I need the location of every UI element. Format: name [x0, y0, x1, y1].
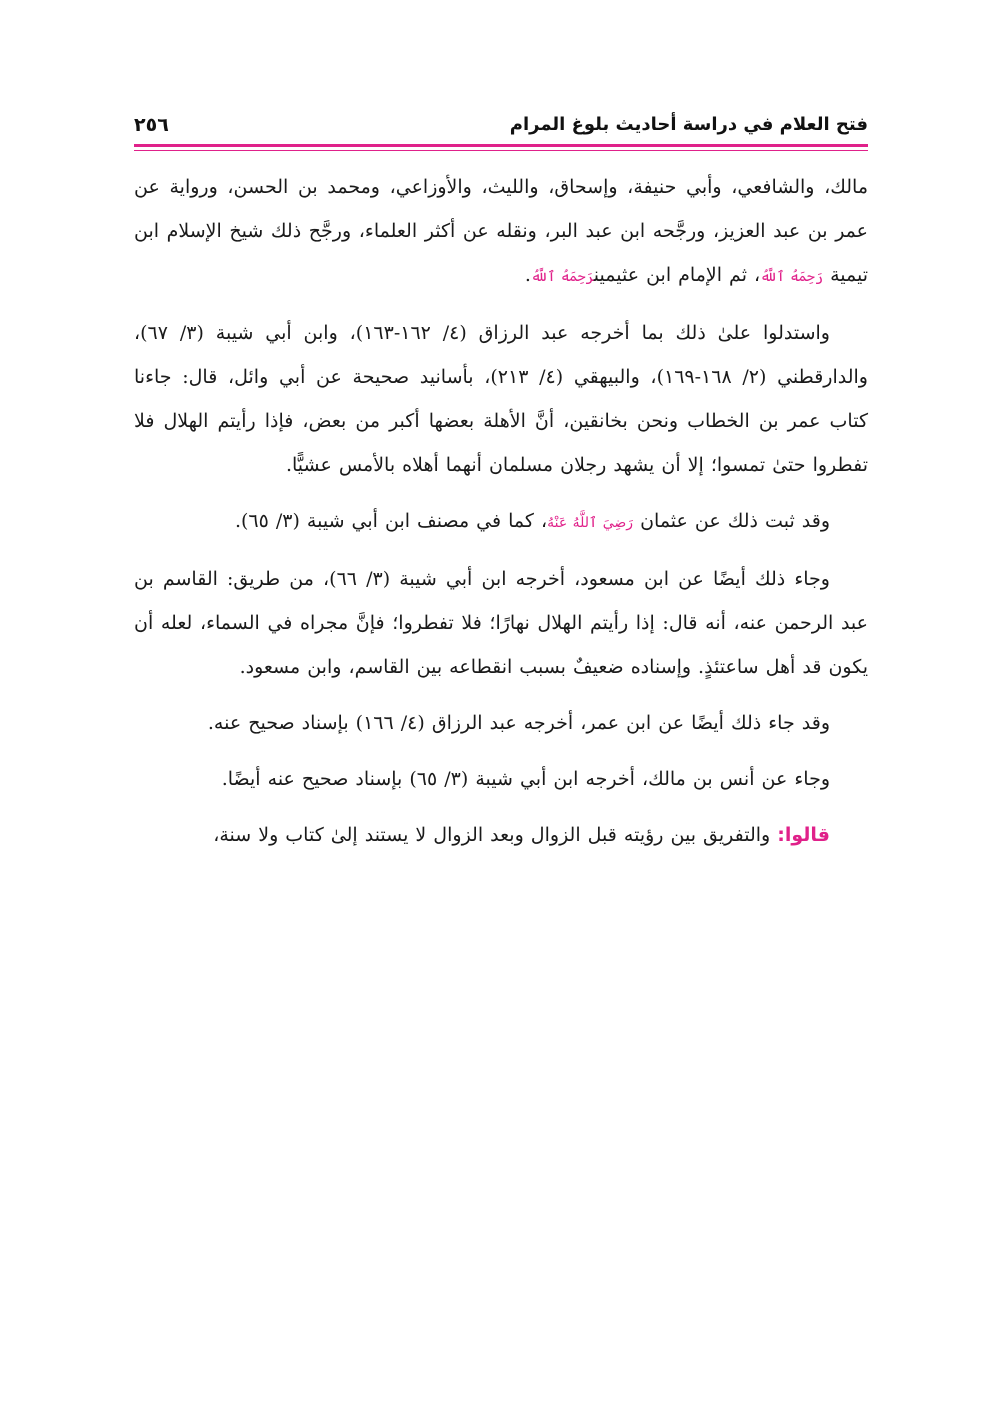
paragraph-3-text-b: ، كما في مصنف ابن أبي شيبة (٣/ ٦٥).: [234, 510, 548, 532]
honorific-rahimahullah-1: رَحِمَهُ ٱللَّهُ: [760, 269, 824, 285]
paragraph-3-text-a: وقد ثبت ذلك عن عثمان: [633, 510, 830, 532]
paragraph-1-text-c: .: [524, 264, 531, 286]
paragraph-6: وجاء عن أنس بن مالك، أخرجه ابن أبي شيبة (٣/ ٦٥) بإسناد صحيح عنه أيضًا.: [221, 768, 830, 790]
header-rule-thick: [134, 144, 868, 147]
paragraph-1: [134, 165, 868, 299]
book-title: فتح العلام في دراسة أحاديث بلوغ المرام: [509, 114, 868, 135]
paragraph-7: [134, 813, 868, 857]
paragraph-7-text: والتفريق بين رؤيته قبل الزوال وبعد الزوال لا يستند إلىٰ كتاب ولا سنة،: [213, 824, 778, 846]
paragraph-3: [134, 499, 868, 545]
running-header: [134, 104, 868, 138]
book-page: [134, 104, 868, 1324]
paragraph-4: وجاء ذلك أيضًا عن ابن مسعود، أخرجه ابن أبي شيبة (٣/ ٦٦)، من طريق: القاسم بن عبد الرحمن عنه، أنه قال: إذا رأيتم الهلال نهارًا؛ فلا تفطروا؛ فإنَّ مجراه في السماء، لعله أن يكون قد أهل ساعتئذٍ. وإسناده ضعيفٌ بسبب انقطاعه بين القاسم، وابن مسعود.: [134, 568, 868, 678]
qalu-label: قالوا:: [777, 824, 830, 846]
paragraph-5: وقد جاء ذلك أيضًا عن ابن عمر، أخرجه عبد الرزاق (٤/ ١٦٦) بإسناد صحيح عنه.: [207, 712, 830, 734]
paragraph-1-text-b: ، ثم الإمام ابن عثيمين: [593, 264, 761, 286]
body-text: [134, 165, 868, 857]
header-rule-thin: [134, 150, 868, 151]
honorific-radiallahu-anhu: رَضِيَ ٱللَّهُ عَنْهُ: [547, 515, 634, 531]
honorific-rahimahullah-2: رَحِمَهُ ٱللَّهُ: [530, 269, 594, 285]
paragraph-1-text-a: مالك، والشافعي، وأبي حنيفة، وإسحاق، والليث، والأوزاعي، ومحمد بن الحسن، ورواية عن عمر بن عبد العزيز، ورجَّحه ابن عبد البر، ونقله عن أكثر العلماء، ورجَّح ذلك شيخ الإسلام ابن تيمية: [134, 176, 868, 286]
page-number: ٢٥٦: [134, 114, 169, 136]
paragraph-2: واستدلوا علىٰ ذلك بما أخرجه عبد الرزاق (٤/ ١٦٢-١٦٣)، وابن أبي شيبة (٣/ ٦٧)، والدارقطني (٢/ ١٦٨-١٦٩)، والبيهقي (٤/ ٢١٣)، بأسانيد صحيحة عن أبي وائل، قال: جاءنا كتاب عمر بن الخطاب ونحن بخانقين، أنَّ الأهلة بعضها أكبر من بعض، فإذا رأيتم الهلال فلا تفطروا حتىٰ تمسوا؛ إلا أن يشهد رجلان مسلمان أنهما أهلاه بالأمس عشيًّا.: [134, 322, 868, 476]
